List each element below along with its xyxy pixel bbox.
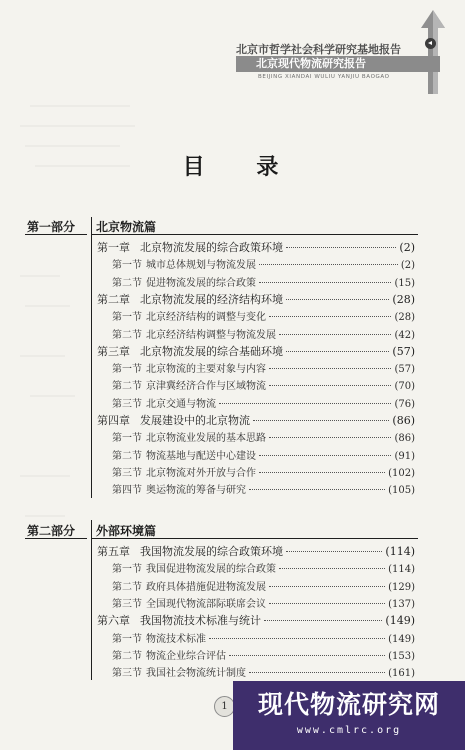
dot-leader bbox=[286, 247, 396, 248]
toc-section-entry[interactable] bbox=[112, 377, 415, 393]
chapter-number: 第六章 bbox=[97, 614, 130, 628]
entry-title: 北京经济结构调整与物流发展 bbox=[146, 329, 276, 341]
entry-page: (76) bbox=[394, 398, 415, 410]
section-number: 第二节 bbox=[112, 450, 142, 462]
dot-leader bbox=[269, 586, 385, 587]
back-arrow-icon bbox=[425, 38, 436, 49]
dot-leader bbox=[286, 299, 389, 300]
entry-title: 我国促进物流发展的综合政策 bbox=[146, 564, 276, 576]
dot-leader bbox=[259, 472, 385, 473]
entry-page: (105) bbox=[388, 485, 415, 497]
toc-section-entry[interactable] bbox=[112, 464, 415, 480]
toc-section-entry[interactable] bbox=[112, 595, 415, 611]
toc-section-entry[interactable] bbox=[112, 647, 415, 663]
chapter-number: 第二章 bbox=[97, 292, 130, 306]
dot-leader bbox=[259, 455, 391, 456]
header-series-title: 北京市哲学社会科学研究基地报告 bbox=[236, 43, 401, 56]
entry-title: 北京物流发展的综合基础环境 bbox=[140, 344, 283, 358]
part-label: 第二部分 bbox=[27, 524, 76, 538]
section-number: 第一节 bbox=[112, 433, 142, 445]
entry-title: 北京物流发展的经济结构环境 bbox=[140, 292, 283, 306]
entry-page: (15) bbox=[394, 277, 415, 289]
dot-leader bbox=[269, 603, 385, 604]
entry-page: (86) bbox=[394, 433, 415, 445]
dot-leader bbox=[219, 403, 391, 404]
toc-section-entry[interactable] bbox=[112, 326, 415, 342]
site-logo-text: 现代物流研究网 bbox=[257, 690, 440, 719]
part-label-rule bbox=[25, 538, 87, 539]
dot-leader bbox=[269, 385, 391, 386]
entry-page: (42) bbox=[394, 329, 415, 341]
entry-page: (2) bbox=[399, 241, 415, 254]
section-number: 第二节 bbox=[112, 381, 142, 393]
dot-leader bbox=[259, 264, 398, 265]
entry-title: 北京经济结构的调整与变化 bbox=[146, 312, 266, 324]
section-number: 第一节 bbox=[112, 564, 142, 576]
toc-section-entry[interactable] bbox=[112, 481, 415, 497]
toc-section-entry[interactable] bbox=[112, 395, 415, 411]
toc-section-entry[interactable] bbox=[112, 578, 415, 594]
section-number: 第二节 bbox=[112, 650, 142, 662]
entry-page: (137) bbox=[388, 598, 415, 610]
entry-page: (28) bbox=[392, 292, 415, 306]
section-number: 第二节 bbox=[112, 329, 142, 341]
part-title: 外部环境篇 bbox=[96, 524, 157, 538]
entry-page: (91) bbox=[394, 450, 415, 462]
dot-leader bbox=[279, 568, 385, 569]
entry-page: (153) bbox=[388, 650, 415, 662]
entry-title: 北京物流发展的综合政策环境 bbox=[140, 241, 283, 254]
part-divider bbox=[91, 217, 92, 498]
dot-leader bbox=[264, 620, 382, 621]
entry-title: 物流技术标准 bbox=[146, 633, 206, 645]
entry-title: 北京物流的主要对象与内容 bbox=[146, 364, 266, 376]
toc-section-entry[interactable] bbox=[112, 360, 415, 376]
section-number: 第一节 bbox=[112, 364, 142, 376]
entry-page: (114) bbox=[385, 545, 415, 558]
header-book-title: 北京现代物流研究报告 bbox=[256, 57, 366, 70]
toc-section-entry[interactable] bbox=[112, 560, 415, 576]
part-title-rule bbox=[92, 538, 418, 539]
section-number: 第三节 bbox=[112, 668, 142, 680]
dot-leader bbox=[249, 672, 385, 673]
entry-page: (114) bbox=[388, 564, 415, 576]
section-number: 第三节 bbox=[112, 398, 142, 410]
entry-title: 我国物流发展的综合政策环境 bbox=[140, 545, 283, 558]
dot-leader bbox=[229, 655, 385, 656]
entry-page: (161) bbox=[388, 668, 415, 680]
part-label-rule bbox=[25, 234, 87, 235]
entry-title: 全国现代物流部际联席会议 bbox=[146, 598, 266, 610]
dot-leader bbox=[286, 551, 382, 552]
entry-title: 物流基地与配送中心建设 bbox=[146, 450, 256, 462]
entry-title: 北京物流对外开放与合作 bbox=[146, 467, 256, 479]
toc-chapter-entry[interactable] bbox=[97, 412, 415, 428]
entry-title: 促进物流发展的综合政策 bbox=[146, 277, 256, 289]
toc-section-entry[interactable] bbox=[112, 447, 415, 463]
page-number: 1 bbox=[214, 696, 235, 717]
chapter-number: 第三章 bbox=[97, 344, 130, 358]
site-logo-url: www.cmlrc.org bbox=[296, 725, 402, 736]
toc-chapter-entry[interactable] bbox=[97, 612, 415, 628]
section-number: 第一节 bbox=[112, 633, 142, 645]
toc-section-entry[interactable] bbox=[112, 630, 415, 646]
toc-title: 目 录 bbox=[182, 154, 301, 180]
dot-leader bbox=[279, 334, 391, 335]
entry-title: 政府具体措施促进物流发展 bbox=[146, 581, 266, 593]
entry-title: 北京交通与物流 bbox=[146, 398, 216, 410]
chapter-number: 第五章 bbox=[97, 545, 130, 558]
part-title-rule bbox=[92, 234, 418, 235]
entry-title: 奥运物流的筹备与研究 bbox=[146, 485, 246, 497]
entry-title: 城市总体规划与物流发展 bbox=[146, 260, 256, 272]
dot-leader bbox=[253, 420, 389, 421]
toc-section-entry[interactable] bbox=[112, 429, 415, 445]
entry-page: (57) bbox=[394, 364, 415, 376]
section-number: 第二节 bbox=[112, 277, 142, 289]
entry-page: (149) bbox=[385, 614, 415, 628]
entry-page: (102) bbox=[388, 467, 415, 479]
entry-page: (86) bbox=[392, 414, 415, 427]
entry-page: (149) bbox=[388, 633, 415, 645]
toc-section-entry[interactable] bbox=[112, 256, 415, 272]
dot-leader bbox=[259, 282, 391, 283]
toc-chapter-entry[interactable] bbox=[97, 291, 415, 307]
chapter-number: 第一章 bbox=[97, 241, 130, 254]
entry-title: 我国社会物流统计制度 bbox=[146, 668, 246, 680]
section-number: 第三节 bbox=[112, 467, 142, 479]
site-logo bbox=[233, 681, 465, 750]
entry-title: 北京物流业发展的基本思路 bbox=[146, 433, 266, 445]
part-title: 北京物流篇 bbox=[96, 220, 157, 234]
toc-section-entry[interactable] bbox=[112, 274, 415, 290]
toc-chapter-entry[interactable] bbox=[97, 239, 415, 255]
entry-page: (57) bbox=[392, 344, 415, 358]
dot-leader bbox=[269, 368, 391, 369]
entry-page: (70) bbox=[394, 381, 415, 393]
part-label: 第一部分 bbox=[27, 220, 76, 234]
section-number: 第三节 bbox=[112, 598, 142, 610]
toc-section-entry[interactable] bbox=[112, 664, 415, 680]
section-number: 第二节 bbox=[112, 581, 142, 593]
dot-leader bbox=[269, 437, 391, 438]
dot-leader bbox=[209, 638, 385, 639]
dot-leader bbox=[249, 489, 385, 490]
toc-chapter-entry[interactable] bbox=[97, 543, 415, 559]
header-pinyin: BEIJING XIANDAI WULIU YANJIU BAOGAO bbox=[258, 74, 390, 80]
entry-page: (2) bbox=[400, 260, 415, 272]
entry-title: 物流企业综合评估 bbox=[146, 650, 226, 662]
section-number: 第一节 bbox=[112, 312, 142, 324]
section-number: 第一节 bbox=[112, 260, 142, 272]
dot-leader bbox=[269, 316, 391, 317]
section-number: 第四节 bbox=[112, 485, 142, 497]
entry-page: (129) bbox=[388, 581, 415, 593]
toc-section-entry[interactable] bbox=[112, 308, 415, 324]
dot-leader bbox=[286, 351, 389, 352]
part-divider bbox=[91, 520, 92, 680]
entry-page: (28) bbox=[394, 312, 415, 324]
entry-title: 京津冀经济合作与区域物流 bbox=[146, 381, 266, 393]
entry-title: 我国物流技术标准与统计 bbox=[140, 614, 261, 628]
chapter-number: 第四章 bbox=[97, 414, 130, 427]
toc-chapter-entry[interactable] bbox=[97, 343, 415, 359]
entry-title: 发展建设中的北京物流 bbox=[140, 414, 250, 427]
